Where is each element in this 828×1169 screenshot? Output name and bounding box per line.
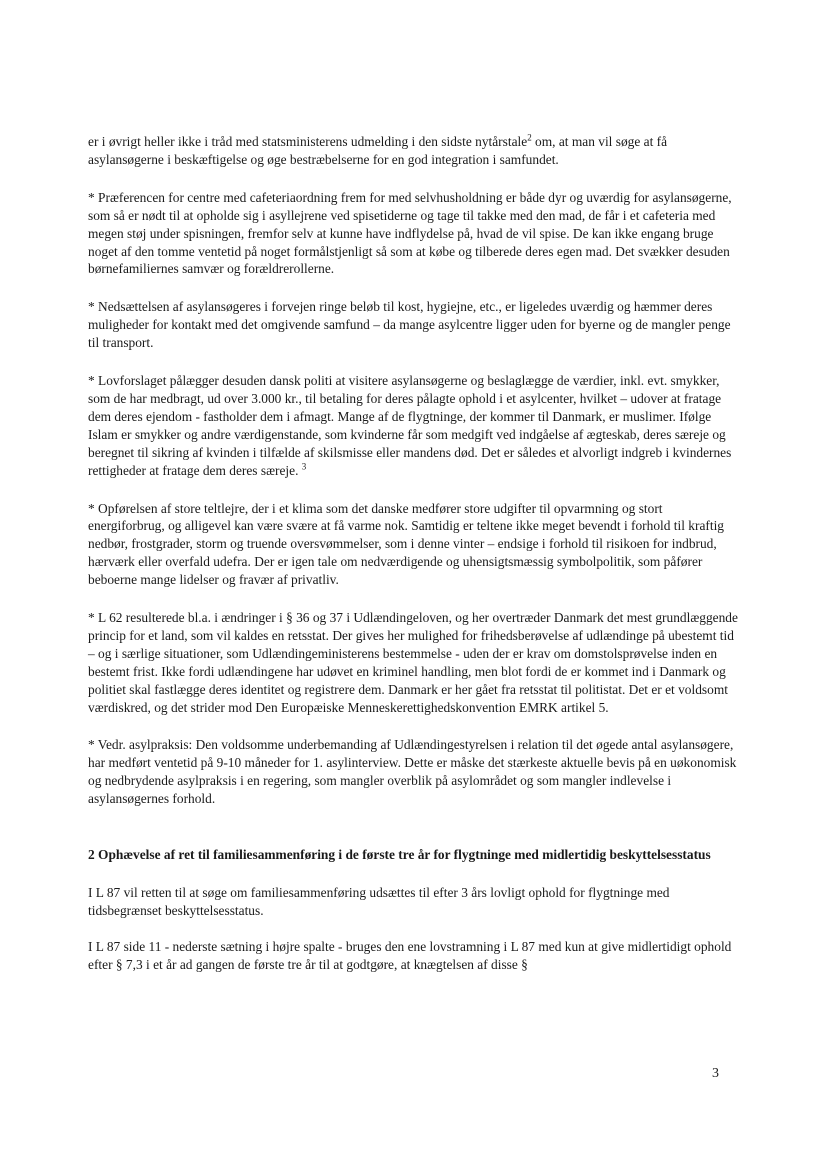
paragraph-asylum-practice: * Vedr. asylpraksis: Den voldsomme underbemanding af Udlændingestyrelsen i relation til det øgede antal asylansøgere, har medført ventetid på 9-10 måneder for 1. asylinterview. Dette er måske det stærkeste aktuelle bevis på en uøkonomisk og nedbrydende asylpraksis i en regering, som mangler overblik på asylområdet og som mangler indlevelse i asylansøgernes forhold. [88,737,737,807]
paragraph-text: er i øvrigt heller ikke i tråd med statsministerens udmelding i den sidste nytårstale [88,134,528,149]
footnote-marker: 2 [527,132,532,143]
footnote-marker: 3 [301,461,307,472]
paragraph-allowance: * Nedsættelsen af asylansøgeres i forvejen ringe beløb til kost, hygiejne, etc., er ligeledes uværdig og hæmmer deres muligheder for kontakt med det omgivende samfund – da mange asylcentre ligger uden for byerne og de mangler penge til transport. [88,299,731,351]
paragraph-valuables [88,372,738,479]
page-number: 3 [712,1066,719,1081]
paragraph-integration [88,133,738,169]
document-body [88,133,738,994]
paragraph-cafeteria: * Præferencen for centre med cafeteriaordning frem for med selvhusholdning er både dyr og uværdig for asylansøgerne, som så er nødt til at opholde sig i asyllejrene ved spisetiderne og tage til takke med den mad, de får i et cafeteria med megen støj under spisningen, fremfor selv at kunne have indflydelse på, hvad de vil spise. De kan ikke engang bruge noget af den tomme ventetid på noget formålstjenligt så som at købe og tilberede deres egen mad. Det svækker desuden børnefamiliernes samvær og forældrerollerne. [88,189,732,277]
paragraph-text: * Lovforslaget pålægger desuden dansk politi at visitere asylansøgerne og beslaglægge de værdier, inkl. evt. smykker, som de har medbragt, ud over 3.000 kr., til betaling for deres pålagte ophold i et asylcenter, hvilket – udover at fratage dem deres ejendom - fastholder dem i afmagt. Mange af de flygtninge, der kommer til Danmark, er muslimer. Ifølge Islam er smykker og andre værdigenstande, som kvinderne får som medgift ved indgåelse af ægteskab, deres særeje og beregnet til sikring af kvinden i tilfælde af skilsmisse eller mandens død. Det er således et alvorligt indgreb i kvindernes rettigheder at fratage dem deres særeje. [88,373,732,478]
paragraph-tent-camps: * Opførelsen af store teltlejre, der i et klima som det danske medfører store udgifter til opvarmning og stort energiforbrug, og alligevel kan være svære at få varme nok. Samtidig er teltene ikke meget bevendt i forhold til kraftig nedbør, frostgrader, storm og truende oversvømmelser, som i denne vinter – endsige i forhold til risikoen for indbrud, hærværk eller overfald udefra. Der er igen tale om nedværdigende og uhensigtsmæssig symbolpolitik, som påfører beboerne mange lidelser og fravær af privatliv. [88,500,724,588]
paragraph-l62: * L 62 resulterede bl.a. i ændringer i § 36 og 37 i Udlændingeloven, og her overtræder Danmark det mest grundlæggende princip for et land, som vil kaldes en retsstat. Der gives her mulighed for frihedsberøvelse af udlændinge på ubestemt tid – og i særlige situationer, som Udlændingeministerens bestemmelse - uden der er krav om domstolsprøvelse inden en bestemt frist. Ikke fordi udlændingene har udøvet en kriminel handling, men blot fordi de er kommet ind i Danmark og politiet skal fastlægge deres identitet og registrere dem. Danmark er her gået fra retsstat til politistat. Det er et voldsomt værdiskred, og det strider mod Den Europæiske Menneskerettighedskonvention EMRK artikel 5. [88,610,738,715]
paragraph-l87: I L 87 vil retten til at søge om familiesammenføring udsættes til efter 3 års lovligt ophold for flygtninge med tidsbegrænset beskyttelsesstatus. [88,885,670,918]
section-heading: 2 Ophævelse af ret til familiesammenføring i de første tre år for flygtninge med midlertidig beskyttelsesstatus [88,847,711,863]
paragraph-l87-page11: I L 87 side 11 - nederste sætning i højre spalte - bruges den ene lovstramning i L 87 med kun at give midlertidigt ophold efter § 7,3 i et år ad gangen de første tre år til at godtgøre, at knægtelsen af disse § [88,938,732,972]
paragraph-text: om, at man vil søge at få asylansøgerne i beskæftigelse og øge bestræbelserne for en god integration i samfundet. [88,134,668,167]
